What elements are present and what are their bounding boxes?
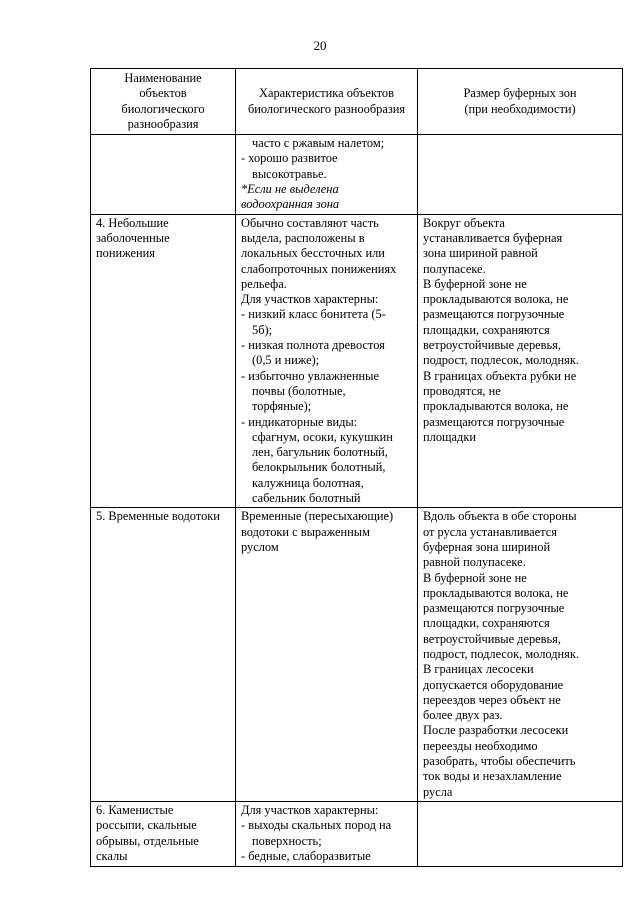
header-line: (при необходимости)	[464, 101, 576, 116]
header-object-characteristic	[236, 69, 418, 135]
buffer-zone-line: размещаются погрузочные	[423, 601, 565, 616]
object-name-line: обрывы, отдельные	[96, 833, 199, 848]
page-number: 20	[313, 38, 327, 53]
buffer-zone-line: переезды необходимо	[423, 738, 538, 753]
buffer-zone-line: В границах объекта рубки не	[423, 368, 577, 383]
characteristic-line: 5б);	[252, 322, 273, 337]
buffer-zone-line: буферная зона шириной	[423, 539, 551, 554]
cell-buffer-zone	[418, 214, 623, 508]
cell-object-name	[91, 135, 236, 214]
characteristic-line: Для участков характерны:	[241, 802, 379, 817]
characteristic-line: - индикаторные виды:	[241, 414, 358, 429]
header-line: биологического	[121, 101, 205, 116]
header-line: Наименование	[124, 71, 202, 85]
buffer-zone-line: В границах лесосеки	[423, 662, 534, 677]
characteristic-line: почвы (болотные,	[252, 383, 346, 398]
buffer-zone-line: зона шириной равной	[423, 246, 538, 261]
header-line: объектов	[139, 86, 187, 101]
buffer-zone-line: Вокруг объекта	[423, 215, 505, 230]
header-line: Размер буферных зон	[463, 86, 577, 101]
table-row	[91, 135, 623, 214]
table-header-row	[91, 69, 623, 135]
cell-object-name	[91, 214, 236, 508]
buffer-zone-line: проводятся, не	[423, 383, 501, 398]
object-name-line: россыпи, скальные	[96, 818, 197, 833]
characteristic-line: калужница болотная,	[252, 475, 364, 490]
buffer-zone-line: русла	[423, 784, 453, 799]
cell-buffer-zone	[418, 801, 623, 866]
buffer-zone-line: ветроустойчивые деревья,	[423, 631, 561, 646]
buffer-zone-line: устанавливается буферная	[423, 230, 563, 245]
cell-buffer-zone	[418, 508, 623, 802]
header-line: биологического разнообразия	[247, 101, 406, 116]
table-row	[91, 214, 623, 508]
buffer-zone-line: прокладываются волока, не	[423, 292, 569, 307]
buffer-zone-line: полупасеке.	[423, 261, 486, 276]
cell-characteristic	[236, 214, 418, 508]
object-name-line: 6. Каменистые	[96, 802, 174, 817]
buffer-zone-line: ветроустойчивые деревья,	[423, 338, 561, 353]
characteristic-line: выдела, расположены в	[241, 230, 365, 245]
buffer-zone-line: разобрать, чтобы обеспечить	[423, 754, 576, 769]
cell-characteristic	[236, 801, 418, 866]
header-buffer-zone-size	[418, 69, 623, 135]
characteristic-line: Временные (пересыхающие)	[241, 509, 394, 524]
header-line: разнообразия	[127, 116, 199, 131]
characteristic-line: лен, багульник болотный,	[252, 445, 388, 460]
buffer-zone-line: от русла устанавливается	[423, 524, 557, 539]
characteristic-line: водотоки с выраженным	[241, 524, 370, 539]
characteristic-line: руслом	[241, 539, 279, 554]
buffer-zone-line: Вдоль объекта в обе стороны	[423, 509, 577, 524]
buffer-zone-line: размещаются погрузочные	[423, 307, 565, 322]
object-name-line: заболоченные	[96, 230, 170, 245]
buffer-zone-line: переездов через объект не	[423, 692, 561, 707]
object-name-line: 4. Небольшие	[96, 215, 169, 230]
characteristic-line: торфяные);	[252, 399, 312, 414]
characteristic-line: сфагнум, осоки, кукушкин	[252, 429, 393, 444]
buffer-zone-line: площадки, сохраняются	[423, 616, 550, 631]
header-object-name	[91, 69, 236, 135]
characteristic-line: - выходы скальных пород на	[241, 818, 392, 833]
buffer-zone-line: размещаются погрузочные	[423, 414, 565, 429]
characteristic-line: сабельник болотный	[252, 491, 361, 506]
buffer-zone-line: ток воды и незахламление	[423, 769, 562, 784]
buffer-zone-line: подрост, подлесок, молодняк.	[423, 353, 579, 368]
characteristic-line: Для участков характерны:	[241, 292, 379, 307]
object-name-line: скалы	[96, 848, 128, 863]
characteristic-line: - низкая полнота древостоя	[241, 338, 385, 353]
buffer-zone-line: После разработки лесосеки	[423, 723, 569, 738]
characteristic-line: - избыточно увлажненные	[241, 368, 380, 383]
buffer-zone-line: прокладываются волока, не	[423, 585, 569, 600]
buffer-zone-line: площадки, сохраняются	[423, 322, 550, 337]
characteristic-line: - хорошо развитое	[241, 151, 338, 166]
characteristic-line: поверхность;	[252, 833, 322, 848]
cell-buffer-zone	[418, 135, 623, 214]
footnote-line: водоохранная зона	[241, 197, 340, 212]
characteristic-line: белокрыльник болотный,	[252, 460, 386, 475]
buffer-zone-line: В буферной зоне не	[423, 570, 527, 585]
characteristic-line: рельефа.	[241, 276, 287, 291]
characteristic-line: - бедные, слаборазвитые	[241, 848, 371, 863]
buffer-zone-line: В буферной зоне не	[423, 276, 527, 291]
table-row	[91, 801, 623, 866]
characteristic-line: слабопроточных понижениях	[241, 261, 397, 276]
characteristic-line: Обычно составляют часть	[241, 215, 379, 230]
footnote-line: *Если не выделена	[241, 182, 339, 197]
characteristic-line: часто с ржавым налетом;	[252, 136, 385, 151]
characteristic-line: высокотравье.	[252, 166, 327, 181]
characteristic-line: локальных бессточных или	[241, 246, 385, 261]
buffer-zone-line: равной полупасеке.	[423, 555, 526, 570]
buffer-zone-line: площадки	[423, 429, 477, 444]
biodiversity-objects-table	[90, 68, 623, 867]
cell-object-name	[91, 801, 236, 866]
cell-object-name	[91, 508, 236, 802]
buffer-zone-line: допускается оборудование	[423, 677, 564, 692]
object-name-line: 5. Временные водотоки	[96, 509, 220, 524]
table-row	[91, 508, 623, 802]
header-line: Характеристика объектов	[259, 86, 394, 101]
cell-characteristic	[236, 135, 418, 214]
object-name-line: понижения	[96, 246, 155, 261]
characteristic-line: (0,5 и ниже);	[252, 353, 320, 368]
cell-characteristic	[236, 508, 418, 802]
buffer-zone-line: подрост, подлесок, молодняк.	[423, 646, 579, 661]
buffer-zone-line: прокладываются волока, не	[423, 399, 569, 414]
characteristic-line: - низкий класс бонитета (5-	[241, 307, 386, 322]
buffer-zone-line: более двух раз.	[423, 708, 503, 723]
